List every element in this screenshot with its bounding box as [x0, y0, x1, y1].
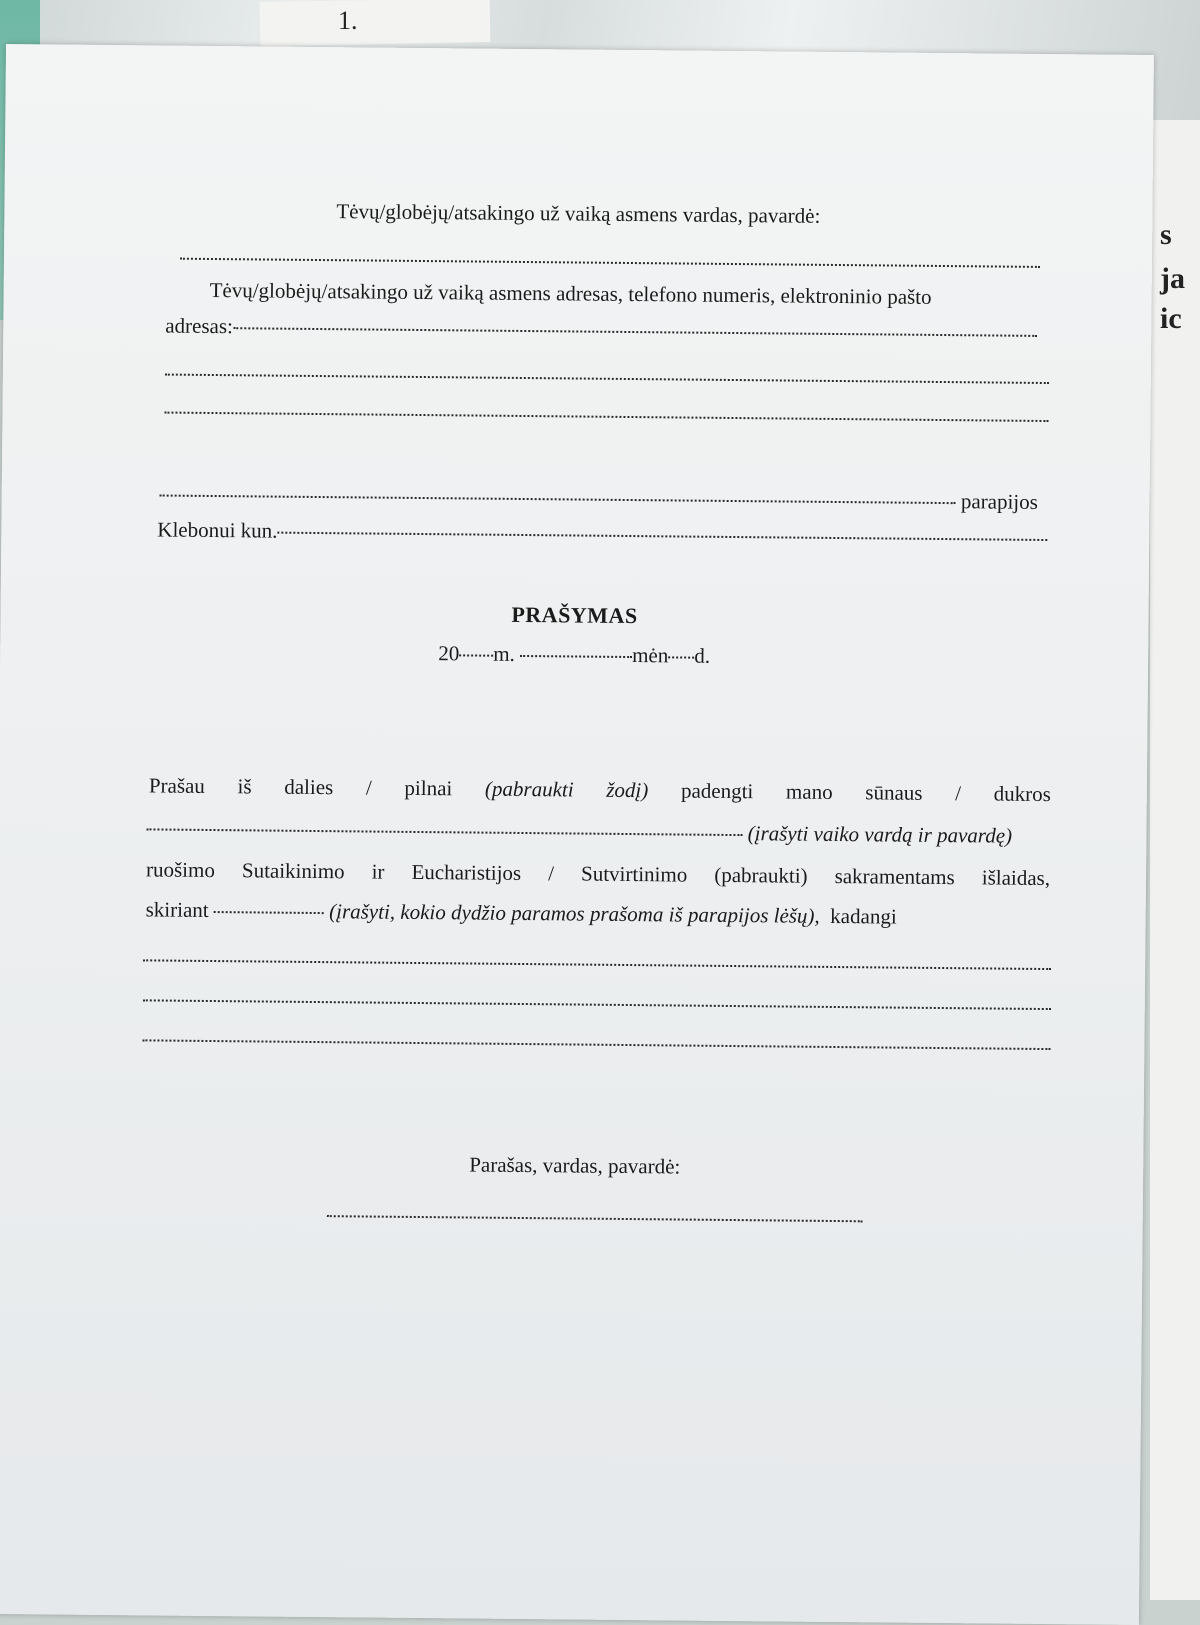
address-word: adresas:: [165, 313, 234, 339]
address-field-line-2[interactable]: [165, 374, 1049, 384]
parent-address-label: Tėvų/globėjų/atsakingo už vaiką asmens adresas, telefono numeris, elektroninio pašto: [209, 277, 932, 309]
body-word: /: [955, 781, 962, 806]
date-month-suffix: mėn: [632, 643, 669, 668]
body-note: (pabraukti žodį): [484, 776, 649, 803]
pastor-line: [157, 517, 1047, 551]
body-word: padengti: [680, 778, 754, 804]
date-year-prefix: 20: [438, 641, 460, 666]
support-amount-field[interactable]: [214, 911, 324, 914]
body-word: skiriant: [145, 897, 209, 922]
address-field-line-1[interactable]: [233, 327, 1037, 337]
background-fragment: ja: [1160, 262, 1185, 295]
body-word: dalies: [284, 774, 334, 800]
parent-name-field[interactable]: [180, 258, 1040, 268]
address-label: [165, 314, 1037, 347]
parish-line: [160, 481, 1038, 514]
reason-field-line-2[interactable]: [143, 999, 1051, 1010]
background-sheet-top: [260, 0, 491, 46]
background-fragment: s: [1160, 218, 1172, 251]
body-word: mano: [785, 779, 833, 804]
signature-label: Parašas, vardas, pavardė:: [469, 1152, 681, 1179]
body-word: dukros: [993, 781, 1052, 807]
pastor-label: Klebonui kun.: [157, 517, 278, 543]
background-fragment: ic: [1160, 302, 1182, 335]
date-line: [0, 637, 1148, 673]
body-line-4: [146, 897, 897, 929]
body-line-1: [149, 773, 1051, 807]
date-year-field[interactable]: [459, 654, 493, 656]
parent-name-label: Tėvų/globėjų/atsakingo už vaiką asmens vardas, pavardė:: [336, 199, 821, 228]
support-amount-note: (įrašyti, kokio dydžio paramos prašoma iš parapijos lėšų),: [329, 899, 820, 928]
body-word: sūnaus: [865, 780, 923, 805]
address-field-line-3[interactable]: [164, 412, 1048, 422]
body-word: iš: [237, 774, 252, 799]
body-line-2: [146, 815, 1012, 848]
body-word: /: [365, 775, 372, 800]
date-month-field[interactable]: [520, 655, 632, 658]
signature-field[interactable]: [327, 1215, 863, 1222]
page-title: PRAŠYMAS: [511, 601, 638, 629]
child-name-field[interactable]: [146, 828, 742, 836]
body-word: pilnai: [404, 775, 453, 801]
date-year-suffix: m.: [493, 641, 516, 666]
reason-field-line-1[interactable]: [143, 959, 1051, 970]
body-line-3: ruošimo Sutaikinimo ir Eucharistijos / Sutvirtinimo (pabraukti) sakramentams išlaidas,: [145, 857, 1051, 891]
pastor-name-field[interactable]: [277, 532, 1047, 541]
parish-word: parapijos: [960, 489, 1039, 514]
body-word: kadangi: [830, 903, 897, 929]
date-day-field[interactable]: [668, 656, 694, 658]
child-name-note: (įrašyti vaiko vardą ir pavardę): [747, 821, 1013, 848]
reason-field-line-3[interactable]: [142, 1039, 1050, 1050]
background-sheet-right: [1150, 120, 1200, 1600]
background-number: 1.: [338, 6, 358, 35]
parish-name-field[interactable]: [160, 494, 956, 504]
form-sheet: [0, 44, 1154, 1625]
date-day-suffix: d.: [694, 643, 711, 668]
body-word: Prašau: [148, 773, 206, 798]
